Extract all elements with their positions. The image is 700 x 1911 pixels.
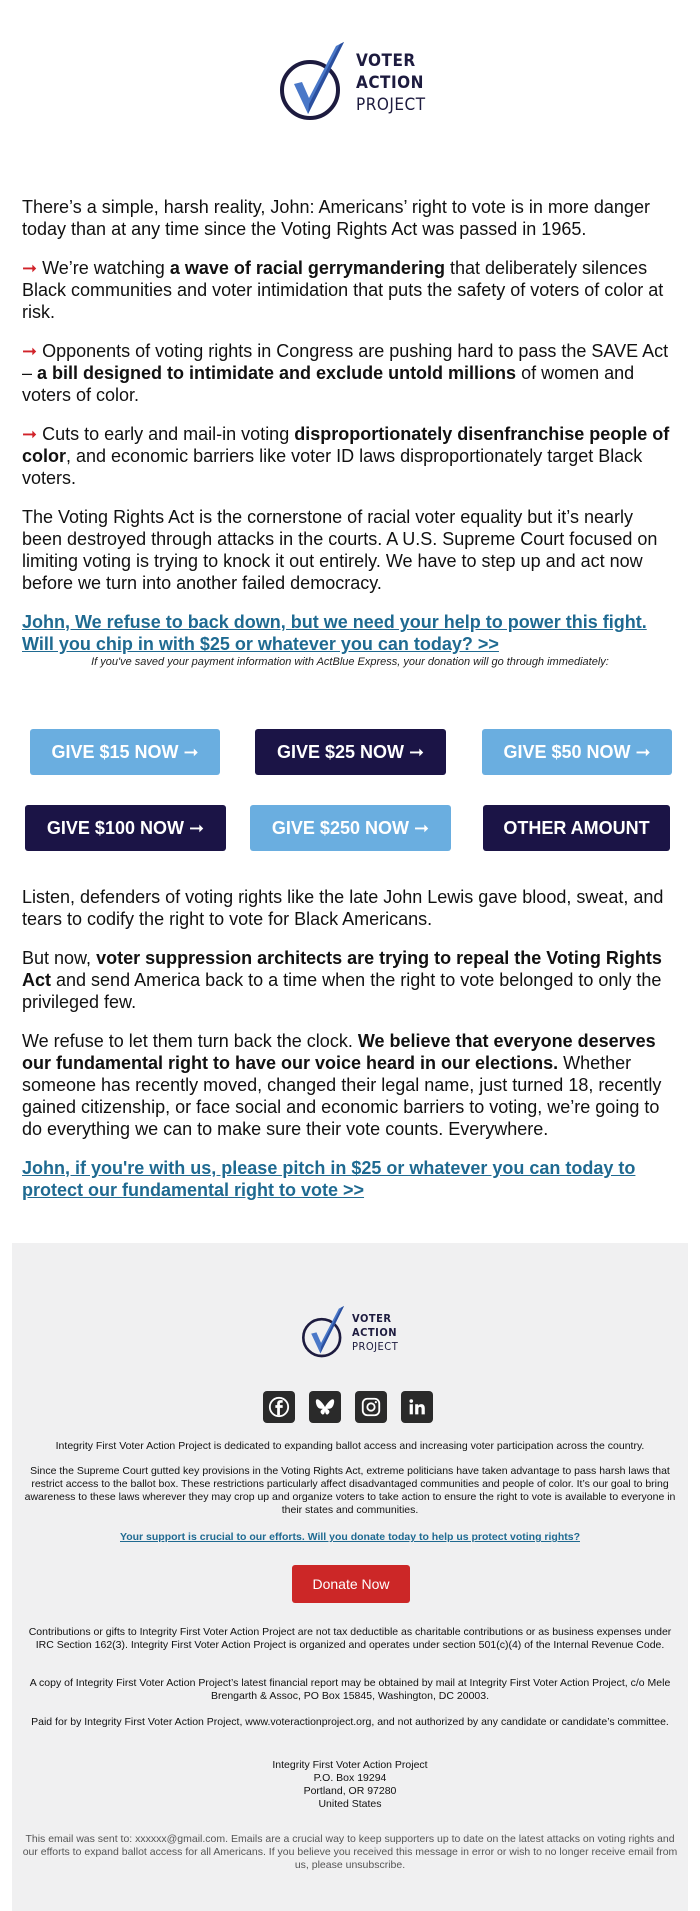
address-line-3: Portland, OR 97280 [303,1785,397,1797]
address-line-4: United States [318,1798,382,1810]
vra-paragraph: The Voting Rights Act is the cornerstone of racial voter equality but it’s nearly been destroyed through attacks in the courts. A U.S. Supreme Court focused on limiting voting is trying to knock it out entirely. We have to step up and act now before we turn into another failed democracy. [22,507,658,593]
footer-about: Since the Supreme Court gutted key provisions in the Voting Rights Act, extreme politicians have taken advantage to pass harsh laws that restrict access to the ballot box. These restrictions particularly affect disadvantaged communities and people of color. It’s our goal to bring awareness to these laws wherever they may crop up and organize voters to take action to ensure the right to vote is available to everyone in their states and communities. [24,1465,676,1516]
footer-tax-disclaimer: Contributions or gifts to Integrity First Voter Action Project are not tax deductible as charitable contributions or as business expenses under IRC Section 162(3). Integrity First Voter Action Project is organized and operates under section 501(c)(4) of the Internal Revenue Code. [28,1626,672,1651]
donate-link-2[interactable]: John, if you're with us, please pitch in $25 or whatever you can today to protect our fundamental right to vote >> [22,1158,636,1200]
john-lewis-paragraph: Listen, defenders of voting rights like the late John Lewis gave blood, sweat, and tears to codify the right to vote for Black Americans. [22,887,664,929]
give-250-button[interactable]: GIVE $250 NOW ➞ [250,805,451,851]
footer-logo-line-2: ACTION [352,1326,398,1339]
footer-financial-report: A copy of Integrity First Voter Action Project’s latest financial report may be obtained by mail at Integrity First Voter Action Project, c/o Mele Brengarth & Assoc, PO Box 15845, Washington, DC 20003. [29,1677,671,1702]
facebook-icon[interactable] [263,1391,295,1423]
bullet-gerrymandering: ➞ We’re watching a wave of racial gerrymandering that deliberately silences Black communities and voter intimidation that puts the safety of voters of color at risk. [22,258,664,322]
red-arrow-icon: ➞ [22,341,38,361]
footer-logo-line-1: VOTER [352,1312,392,1325]
bullet-save-act: ➞ Opponents of voting rights in Congress are pushing hard to pass the SAVE Act – a bill designed to intimidate and exclude untold millions of women and voters of color. [22,341,669,405]
give-15-button[interactable]: GIVE $15 NOW ➞ [30,729,220,775]
donate-now-button[interactable]: Donate Now [292,1565,410,1603]
checkmark-logo-icon [302,1303,348,1363]
address-line-2: P.O. Box 19294 [313,1772,387,1784]
donate-link-1[interactable]: John, We refuse to back down, but we need your help to power this fight. Will you chip in with $25 or whatever you can today? >> [22,612,647,654]
support-link[interactable]: Your support is crucial to our efforts. Will you donate today to help us protect voting rights? [120,1531,580,1543]
footer-paid-for: Paid for by Integrity First Voter Action Project, www.voteractionproject.org, and not authorized by any candidate or candidate’s committee. [31,1716,669,1728]
logo-line-1: VOTER [356,51,416,71]
logo-wordmark [356,50,426,116]
give-50-button[interactable]: GIVE $50 NOW ➞ [482,729,672,775]
footer-support [22,1531,678,1544]
email-body-top [22,196,678,686]
red-arrow-icon: ➞ [22,424,38,444]
checkmark-logo-icon [280,38,350,128]
actblue-note: If you've saved your payment information with ActBlue Express, your donation will go through immediately: [91,656,609,668]
footer-logo-wordmark [352,1312,398,1354]
footer-sent-notice: This email was sent to: xxxxxx@gmail.com. Emails are a crucial way to keep supporters up to date on the latest attacks on voting rights and our efforts to expand ballot access for all Americans. If you believe you received this message in error or wish to no longer receive email from us, please unsubscribe. [22,1833,678,1871]
email-body-bottom [22,886,678,1201]
email-footer [12,1243,688,1911]
red-arrow-icon: ➞ [22,258,38,278]
refuse-paragraph: We refuse to let them turn back the clock. We believe that everyone deserves our fundamental right to have our voice heard in our elections. Whether someone has recently moved, changed their legal name, just turned 18, recently gained citizenship, or face social and economic barriers to voting, we’re going to do everything we can to make sure their vote counts. Everywhere. [22,1031,662,1139]
give-100-button[interactable]: GIVE $100 NOW ➞ [25,805,226,851]
logo-line-3: PROJECT [356,95,426,115]
give-25-button[interactable]: GIVE $25 NOW ➞ [255,729,446,775]
bullet-voting-cuts: ➞ Cuts to early and mail-in voting disproportionately disenfranchise people of color, and economic barriers like voter ID laws disproportionately target Black voters. [22,424,670,488]
social-links [263,1391,433,1423]
footer-logo-line-3: PROJECT [352,1340,399,1353]
header-logo [280,38,426,128]
address-line-1: Integrity First Voter Action Project [272,1759,428,1771]
linkedin-icon[interactable] [401,1391,433,1423]
footer-address [22,1759,678,1811]
bluesky-icon[interactable] [309,1391,341,1423]
repeal-paragraph: But now, voter suppression architects are trying to repeal the Voting Rights Act and send America back to a time when the right to vote belonged to only the privileged few. [22,948,662,1012]
footer-mission: Integrity First Voter Action Project is dedicated to expanding ballot access and increasing voter participation across the country. [55,1440,645,1452]
logo-line-2: ACTION [356,73,424,93]
footer-logo [302,1303,398,1363]
instagram-icon[interactable] [355,1391,387,1423]
intro-paragraph: There’s a simple, harsh reality, John: Americans’ right to vote is in more danger today than at any time since the Voting Rights Act was passed in 1965. [22,197,650,239]
other-amount-button[interactable]: OTHER AMOUNT [483,805,670,851]
